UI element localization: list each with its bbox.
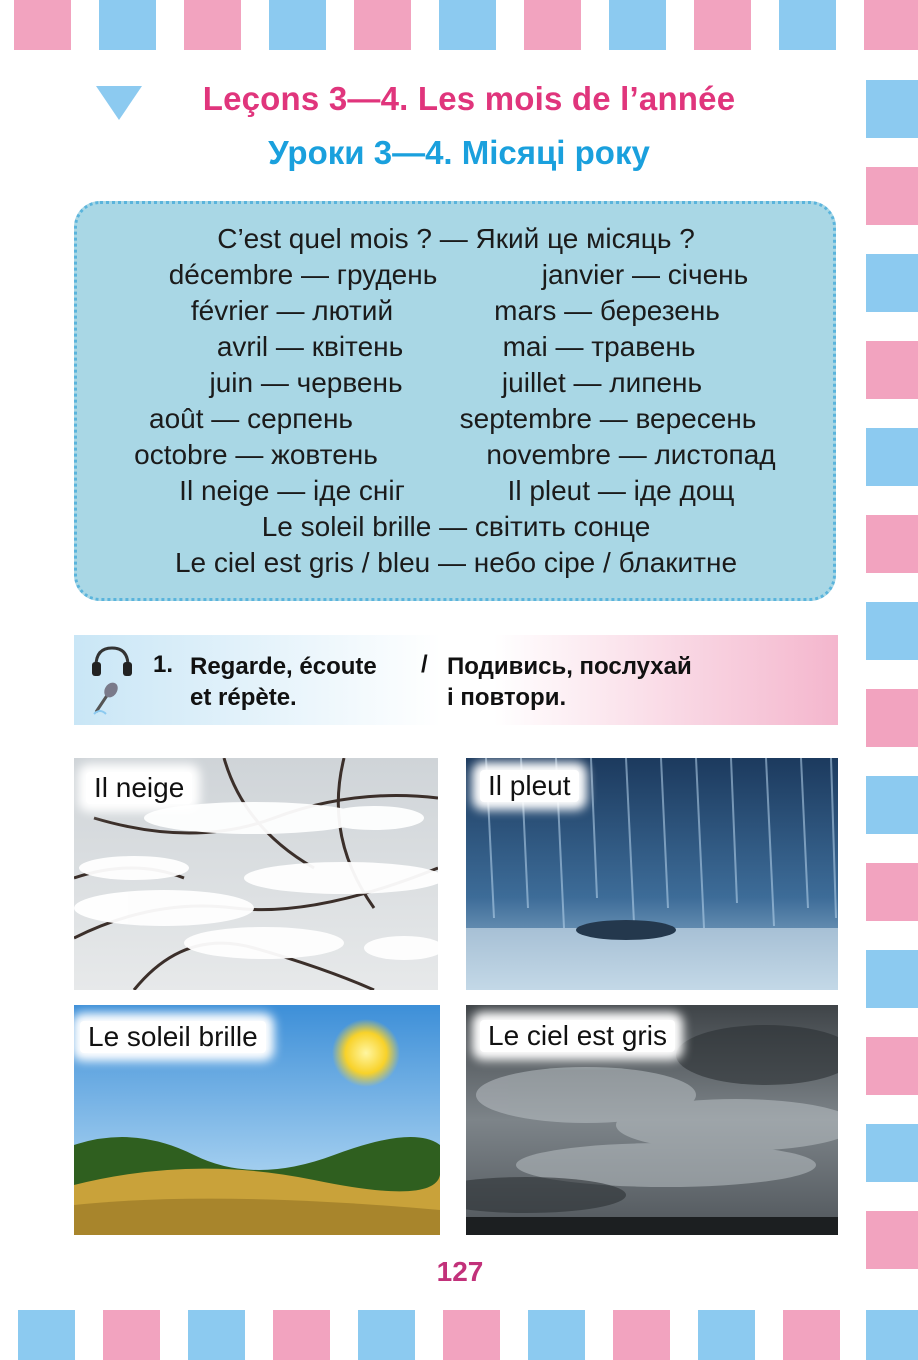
exercise-fr-line-2: et répète. bbox=[190, 684, 297, 711]
vocab-august: août — серпень bbox=[149, 403, 353, 434]
photo-rain-caption: Il pleut bbox=[480, 770, 579, 802]
exercise-fr-line-1: Regarde, écoute bbox=[190, 653, 377, 680]
photo-grey-sky-caption: Le ciel est gris bbox=[480, 1020, 675, 1052]
vocab-may: mai — травень bbox=[502, 331, 696, 362]
photo-sun-caption: Le soleil brille bbox=[80, 1021, 266, 1053]
exercise-separator: / bbox=[421, 651, 428, 678]
vocab-january: janvier — січень bbox=[541, 259, 749, 290]
headphones-microphone-icon bbox=[90, 644, 134, 723]
vocab-july: juillet — липень bbox=[501, 367, 703, 398]
vocab-december: décembre — грудень bbox=[168, 259, 438, 290]
exercise-ua-line-2: і повтори. bbox=[447, 684, 567, 711]
exercise-number: 1. bbox=[153, 651, 174, 678]
exercise-instruction-fr bbox=[190, 651, 377, 713]
page-title-fr: Leçons 3—4. Les mois de l’année bbox=[202, 80, 736, 117]
vocab-september: septembre — вересень bbox=[459, 403, 757, 434]
vocab-april: avril — квітень bbox=[216, 331, 404, 362]
photo-snow-caption: Il neige bbox=[86, 772, 192, 804]
vocab-question: C’est quel mois ? — Який це місяць ? bbox=[217, 223, 695, 254]
exercise-ua-line-1: Подивись, послухай bbox=[447, 653, 692, 680]
page-number: 127 bbox=[436, 1256, 484, 1287]
vocab-march: mars — березень bbox=[494, 295, 720, 326]
vocab-sky-grey-blue: Le ciel est gris / bleu — небо сіре / блакитне bbox=[174, 547, 738, 578]
vocab-it-snows: Il neige — іде сніг bbox=[179, 475, 405, 506]
vocab-october: octobre — жовтень bbox=[134, 439, 378, 470]
page-title-ua: Уроки 3—4. Місяці року bbox=[268, 134, 650, 171]
vocab-november: novembre — листопад bbox=[486, 439, 776, 470]
vocab-june: juin — червень bbox=[209, 367, 403, 398]
exercise-instruction-ua bbox=[447, 651, 692, 713]
vocab-february: février — лютий bbox=[190, 295, 394, 326]
vocab-sun-shines: Le soleil brille — світить сонце bbox=[261, 511, 651, 542]
vocab-it-rains: Il pleut — іде дощ bbox=[507, 475, 735, 506]
